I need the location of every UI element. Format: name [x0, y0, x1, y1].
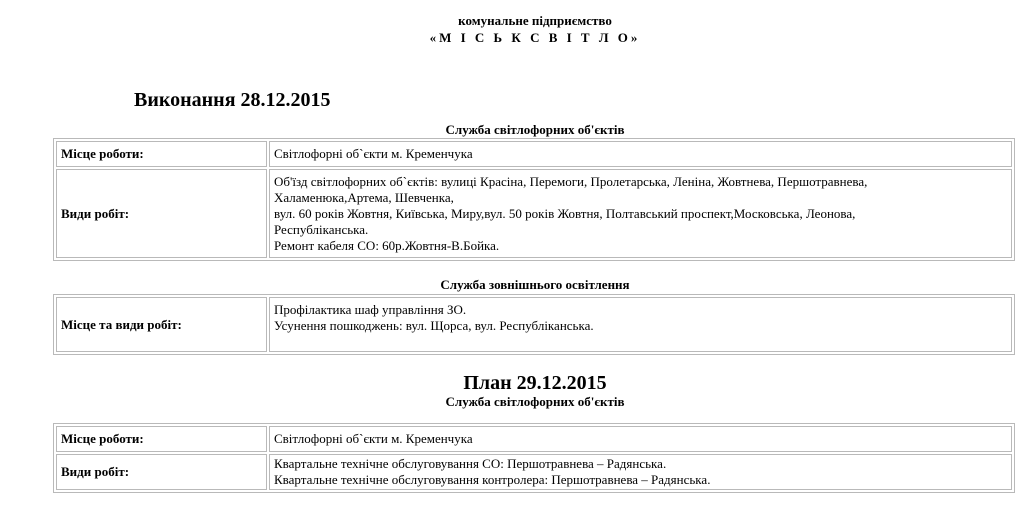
- row-value: [269, 141, 1012, 167]
- plan-title: План 29.12.2015: [463, 372, 607, 394]
- table-row: [56, 141, 1012, 167]
- execution-lighting-service-title: Служба зовнішнього освітлення: [440, 277, 630, 292]
- execution-lighting-table: [53, 294, 1015, 355]
- value-line: Халаменюка,Артема, Шевченка,: [274, 189, 454, 205]
- plan-traffic-table: [53, 423, 1015, 493]
- table-row: [56, 426, 1012, 452]
- row-value: [269, 426, 1012, 452]
- table-row: [56, 169, 1012, 258]
- value-line: Світлофорні об`єкти м. Кременчука: [274, 431, 473, 446]
- row-value: [269, 454, 1012, 490]
- value-line: Квартальне технічне обслуговування контролера: Першотравнева – Радянська.: [274, 472, 711, 487]
- row-label: Види робіт:: [56, 169, 267, 258]
- plan-traffic-service-title: Служба світлофорних об'єктів: [445, 394, 625, 409]
- row-value: [269, 169, 1012, 258]
- row-value: [269, 297, 1012, 352]
- row-label: Місце роботи:: [56, 141, 267, 167]
- table-row: [56, 454, 1012, 490]
- value-line: Квартальне технічне обслуговування СО: Першотравнева – Радянська.: [274, 456, 667, 471]
- row-label: Місце та види робіт:: [56, 297, 267, 352]
- organization-name: «М І С Ь К С В І Т Л О»: [429, 30, 641, 45]
- execution-traffic-service-title: Служба світлофорних об'єктів: [445, 122, 625, 137]
- value-line: Об'їзд світлофорних об`єктів: вулиці Красіна, Перемоги, Пролетарська, Леніна, Жовтнева, Першотравнева,: [274, 173, 868, 189]
- value-line: Світлофорні об`єкти м. Кременчука: [274, 146, 473, 161]
- table-row: [56, 297, 1012, 352]
- execution-traffic-table: [53, 138, 1015, 261]
- value-line: Ремонт кабеля СО: 60р.Жовтня-В.Бойка.: [274, 237, 500, 253]
- value-line: Усунення пошкоджень: вул. Щорса, вул. Республіканська.: [274, 318, 594, 333]
- value-line: вул. 60 років Жовтня, Київська, Миру,вул. 50 років Жовтня, Полтавський проспект,Московська, Леонова,: [274, 205, 856, 221]
- execution-title: Виконання 28.12.2015: [134, 89, 331, 111]
- row-label: Види робіт:: [56, 454, 267, 490]
- value-line: Профілактика шаф управління ЗО.: [274, 302, 467, 317]
- value-line: Республіканська.: [274, 221, 369, 237]
- row-label: Місце роботи:: [56, 426, 267, 452]
- organization-type: комунальне підприємство: [458, 13, 612, 28]
